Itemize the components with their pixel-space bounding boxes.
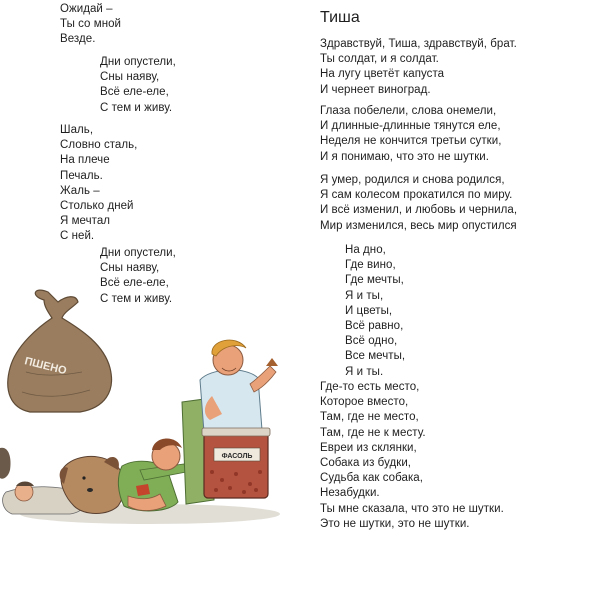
poem-line: Неделя не кончится третьи сутки, <box>320 135 502 148</box>
poem-line: Всё одно, <box>345 335 398 348</box>
poem-line: Ты со мной <box>60 18 122 31</box>
grain-sack <box>8 290 112 412</box>
poem-line: Я мечтал <box>60 215 111 228</box>
poem-line: Ожидай – <box>60 3 113 15</box>
poem-line: С тем и живу. <box>100 292 173 305</box>
poem-line: И чернеет виноград. <box>320 83 431 96</box>
sack-label: ПШЕНО <box>23 355 68 378</box>
poem-line: На дно, <box>345 244 386 256</box>
poem-line: На лугу цветёт капуста <box>320 68 445 81</box>
cropped-figure <box>0 448 11 479</box>
poem-line: Здравствуй, Тиша, здравствуй, брат. <box>320 38 517 50</box>
poem-line: Я и ты. <box>345 365 384 378</box>
poem-line: Мир изменился, весь мир опустился <box>320 219 517 232</box>
poem-line: Всё равно, <box>345 320 404 333</box>
poem-line: Где мечты, <box>345 274 404 287</box>
poem-line: Незабудки. <box>320 487 380 500</box>
poem-line: И всё изменил, и любовь и чернила, <box>320 204 518 217</box>
poem-line: Там, где не место, <box>320 411 419 424</box>
poem-line: Собака из будки, <box>320 457 412 470</box>
poem-line: Жаль – <box>60 184 100 197</box>
poem-title: Тиша <box>320 9 360 26</box>
poem-line: С ней. <box>60 230 95 243</box>
poem-line: Ты солдат, и я солдат. <box>320 53 439 66</box>
poem-line: Я и ты, <box>345 289 384 302</box>
small-boy <box>118 438 186 510</box>
poem-line: Всё еле-еле, <box>100 86 169 99</box>
poem-line: Шаль, <box>60 124 94 136</box>
poem-line: Дни опустели, <box>100 247 176 259</box>
poem-line: Где-то есть место, <box>320 381 420 393</box>
poem-line: Я умер, родился и снова родился, <box>320 174 505 186</box>
poem-line: Везде. <box>60 33 96 46</box>
poem-line: Всё еле-еле, <box>100 277 169 290</box>
bean-jar <box>202 428 270 498</box>
standing-boy <box>200 340 278 437</box>
poem-line: Печаль. <box>60 169 103 182</box>
poem-line: Словно сталь, <box>60 139 138 152</box>
poem-line: И я понимаю, что это не шутки. <box>320 150 489 163</box>
poem-line: Там, где не к месту. <box>320 426 426 439</box>
poem-line: Это не шутки, это не шутки. <box>320 517 470 530</box>
poem-line: Дни опустели, <box>100 56 176 68</box>
poem-line: Все мечты, <box>345 350 406 363</box>
poem-line: И цветы, <box>345 304 393 317</box>
poem-line: Сны наяву, <box>100 262 160 275</box>
poem-line: Сны наяву, <box>100 71 160 84</box>
poem-line: С тем и живу. <box>100 101 173 114</box>
poem-line: Евреи из склянки, <box>320 441 417 454</box>
poem-line: И длинные-длинные тянутся еле, <box>320 120 501 133</box>
poem-line: Где вино, <box>345 259 396 272</box>
poem-line: На плече <box>60 154 110 167</box>
poem-line: Глаза побелели, слова онемели, <box>320 105 497 117</box>
poem-line: Я сам колесом прокатился по миру. <box>320 189 513 202</box>
poem-line: Которое вместо, <box>320 396 409 409</box>
poem-line: Судьба как собака, <box>320 472 423 485</box>
poem-line: Ты мне сказала, что это не шутки. <box>320 502 504 515</box>
jar-label: ФАСОЛЬ <box>221 453 253 460</box>
poem-line: Столько дней <box>60 200 134 213</box>
